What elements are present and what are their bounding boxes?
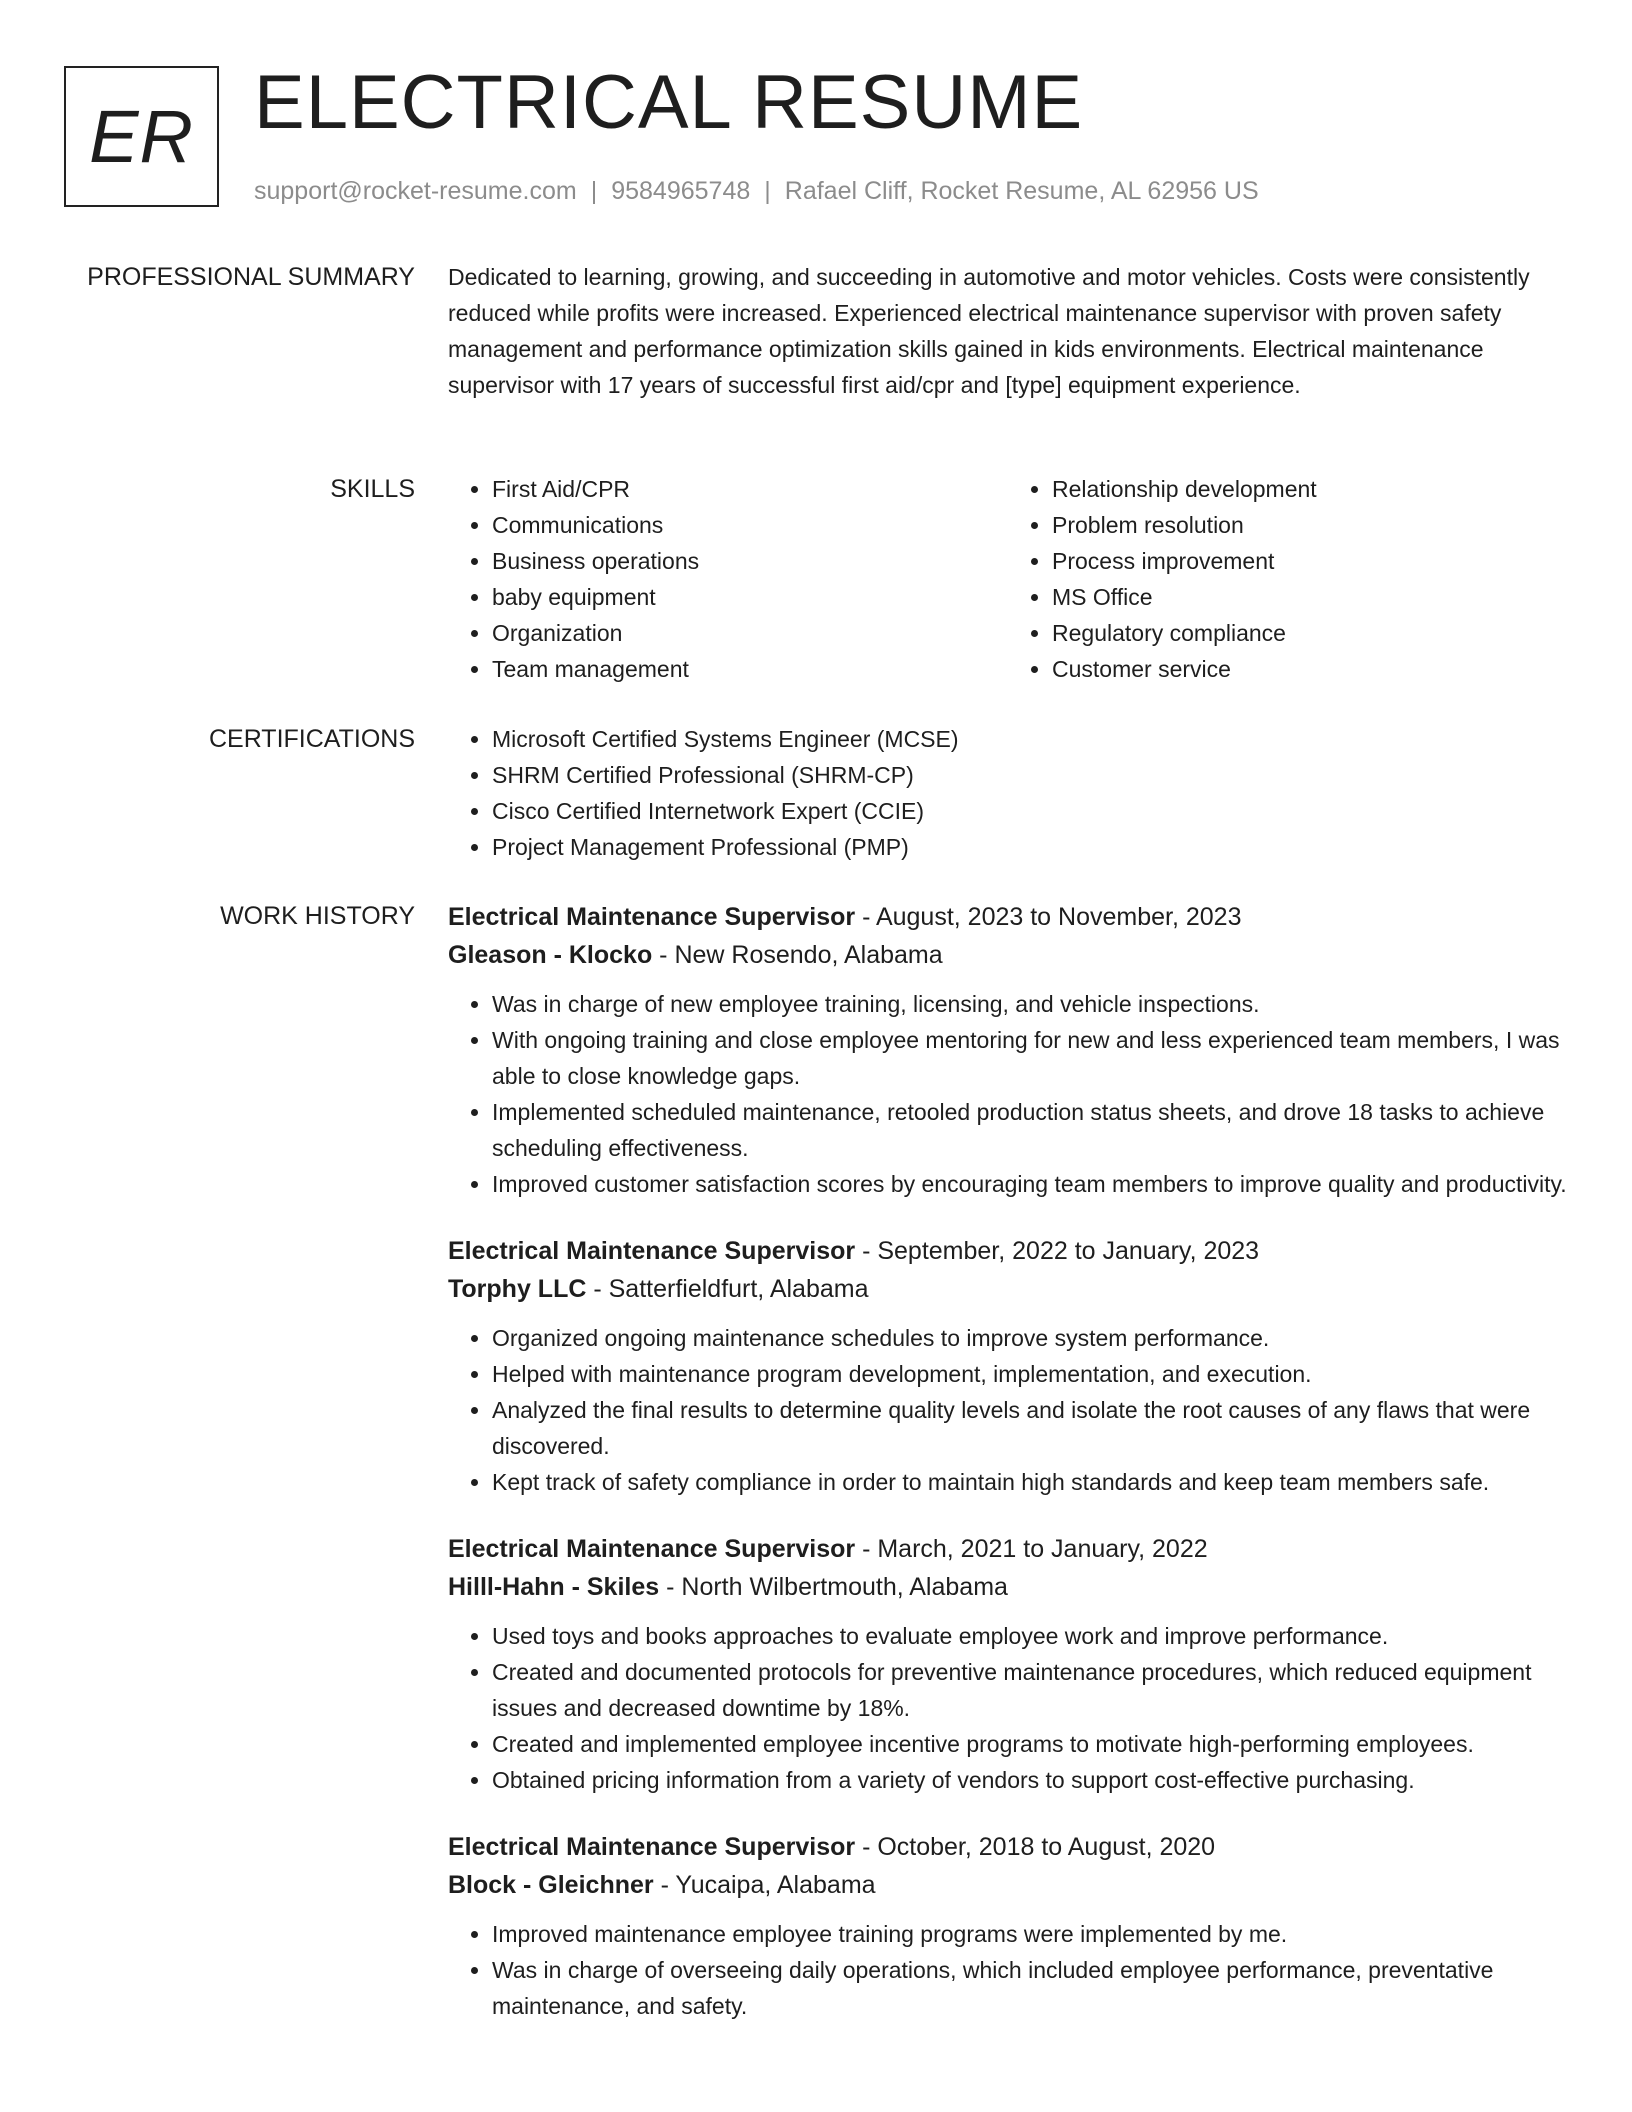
contact-address: Rafael Cliff, Rocket Resume, AL 62956 US xyxy=(784,177,1259,205)
job-title-line xyxy=(448,898,1568,936)
job-location: - New Rosendo, Alabama xyxy=(659,941,943,969)
job-location: - North Wilbertmouth, Alabama xyxy=(666,1573,1008,1601)
job-bullet: • Kept track of safety compliance in order to maintain high standards and keep team members safe. xyxy=(492,1464,1568,1500)
contact-separator: | xyxy=(764,177,771,205)
section-label-work-history: WORK HISTORY xyxy=(220,902,415,930)
resume-title: ELECTRICAL RESUME xyxy=(254,60,1084,145)
job-company: Block - Gleichner xyxy=(448,1871,654,1899)
job-bullet: • Improved customer satisfaction scores by encouraging team members to improve quality and productivity. xyxy=(492,1166,1568,1202)
job-company-line xyxy=(448,1270,1568,1308)
section-label-certifications: CERTIFICATIONS xyxy=(208,725,415,753)
job-title: Electrical Maintenance Supervisor xyxy=(448,903,856,931)
job-location: - Satterfieldfurt, Alabama xyxy=(593,1275,869,1303)
job-dates: - October, 2018 to August, 2020 xyxy=(862,1833,1216,1861)
job-bullets xyxy=(448,1618,1568,1798)
certification-item: • SHRM Certified Professional (SHRM-CP) xyxy=(492,757,1568,793)
skill-item: • Problem resolution xyxy=(1052,507,1568,543)
skill-item: • First Aid/CPR xyxy=(492,471,1008,507)
contact-separator: | xyxy=(590,177,598,205)
job-bullet: • Implemented scheduled maintenance, retooled production status sheets, and drove 18 tasks to achieve scheduling effectiveness. xyxy=(492,1094,1568,1166)
job-entry xyxy=(448,1530,1568,1798)
job-company-line xyxy=(448,1866,1568,1904)
skill-item: • MS Office xyxy=(1052,579,1568,615)
job-entry xyxy=(448,1232,1568,1500)
monogram-logo: ER xyxy=(64,66,219,207)
skill-item: • Regulatory compliance xyxy=(1052,615,1568,651)
job-bullet: • With ongoing training and close employee mentoring for new and less experienced team members, I was able to close knowledge gaps. xyxy=(492,1022,1568,1094)
job-bullet: • Was in charge of overseeing daily operations, which included employee performance, preventative maintenance, and safety. xyxy=(492,1952,1568,2024)
certification-item: • Microsoft Certified Systems Engineer (MCSE) xyxy=(492,721,1568,757)
job-company: Hilll-Hahn - Skiles xyxy=(448,1573,660,1601)
skill-item: • Business operations xyxy=(492,543,1008,579)
job-bullets xyxy=(448,986,1568,1202)
job-bullet: • Used toys and books approaches to evaluate employee work and improve performance. xyxy=(492,1618,1568,1654)
skill-item: • Communications xyxy=(492,507,1008,543)
skill-item: • Team management xyxy=(492,651,1008,687)
job-location: - Yucaipa, Alabama xyxy=(660,1871,876,1899)
job-bullet: • Obtained pricing information from a variety of vendors to support cost-effective purchasing. xyxy=(492,1762,1568,1798)
job-title: Electrical Maintenance Supervisor xyxy=(448,1535,856,1563)
contact-phone: 9584965748 xyxy=(611,177,751,205)
job-company-line xyxy=(448,936,1568,974)
skill-item: • Customer service xyxy=(1052,651,1568,687)
job-bullet: • Improved maintenance employee training programs were implemented by me. xyxy=(492,1916,1568,1952)
job-title-line xyxy=(448,1828,1568,1866)
job-title-line xyxy=(448,1232,1568,1270)
skills-list-right xyxy=(1008,471,1568,687)
skill-item: • baby equipment xyxy=(492,579,1008,615)
job-bullet: • Analyzed the final results to determine quality levels and isolate the root causes of any flaws that were discovered. xyxy=(492,1392,1568,1464)
certifications-list xyxy=(448,721,1568,865)
job-company: Torphy LLC xyxy=(448,1275,587,1303)
job-title: Electrical Maintenance Supervisor xyxy=(448,1833,856,1861)
job-entry xyxy=(448,898,1568,1202)
job-bullet: • Created and documented protocols for preventive maintenance procedures, which reduced equipment issues and decreased downtime by 18%. xyxy=(492,1654,1568,1726)
job-bullets xyxy=(448,1320,1568,1500)
job-company: Gleason - Klocko xyxy=(448,941,653,969)
job-title: Electrical Maintenance Supervisor xyxy=(448,1237,856,1265)
skill-item: • Relationship development xyxy=(1052,471,1568,507)
skill-item: • Process improvement xyxy=(1052,543,1568,579)
skills-list-left xyxy=(448,471,1008,687)
job-title-line xyxy=(448,1530,1568,1568)
job-entry xyxy=(448,1828,1568,2024)
job-bullet: • Was in charge of new employee training, licensing, and vehicle inspections. xyxy=(492,986,1568,1022)
certification-item: • Project Management Professional (PMP) xyxy=(492,829,1568,865)
job-bullet: • Helped with maintenance program development, implementation, and execution. xyxy=(492,1356,1568,1392)
skill-item: • Organization xyxy=(492,615,1008,651)
section-label-skills: SKILLS xyxy=(330,475,415,503)
job-bullets xyxy=(448,1916,1568,2024)
job-dates: - September, 2022 to January, 2023 xyxy=(862,1237,1260,1265)
summary-text: Dedicated to learning, growing, and succeeding in automotive and motor vehicles. Costs were consistently reduced while profits were increased. Experienced electrical maintenance supervisor with proven safety management and performance optimization skills gained in kids environments. Electrical maintenance supervisor with 17 years of successful first aid/cpr and [type] equipment experience. xyxy=(448,264,1530,398)
section-label-summary: PROFESSIONAL SUMMARY xyxy=(87,263,415,291)
job-dates: - March, 2021 to January, 2022 xyxy=(862,1535,1208,1563)
certification-item: • Cisco Certified Internetwork Expert (CCIE) xyxy=(492,793,1568,829)
contact-email: support@rocket-resume.com xyxy=(254,177,577,205)
contact-line xyxy=(254,175,1259,207)
job-bullet: • Organized ongoing maintenance schedules to improve system performance. xyxy=(492,1320,1568,1356)
job-dates: - August, 2023 to November, 2023 xyxy=(862,903,1242,931)
job-company-line xyxy=(448,1568,1568,1606)
job-bullet: • Created and implemented employee incentive programs to motivate high-performing employees. xyxy=(492,1726,1568,1762)
